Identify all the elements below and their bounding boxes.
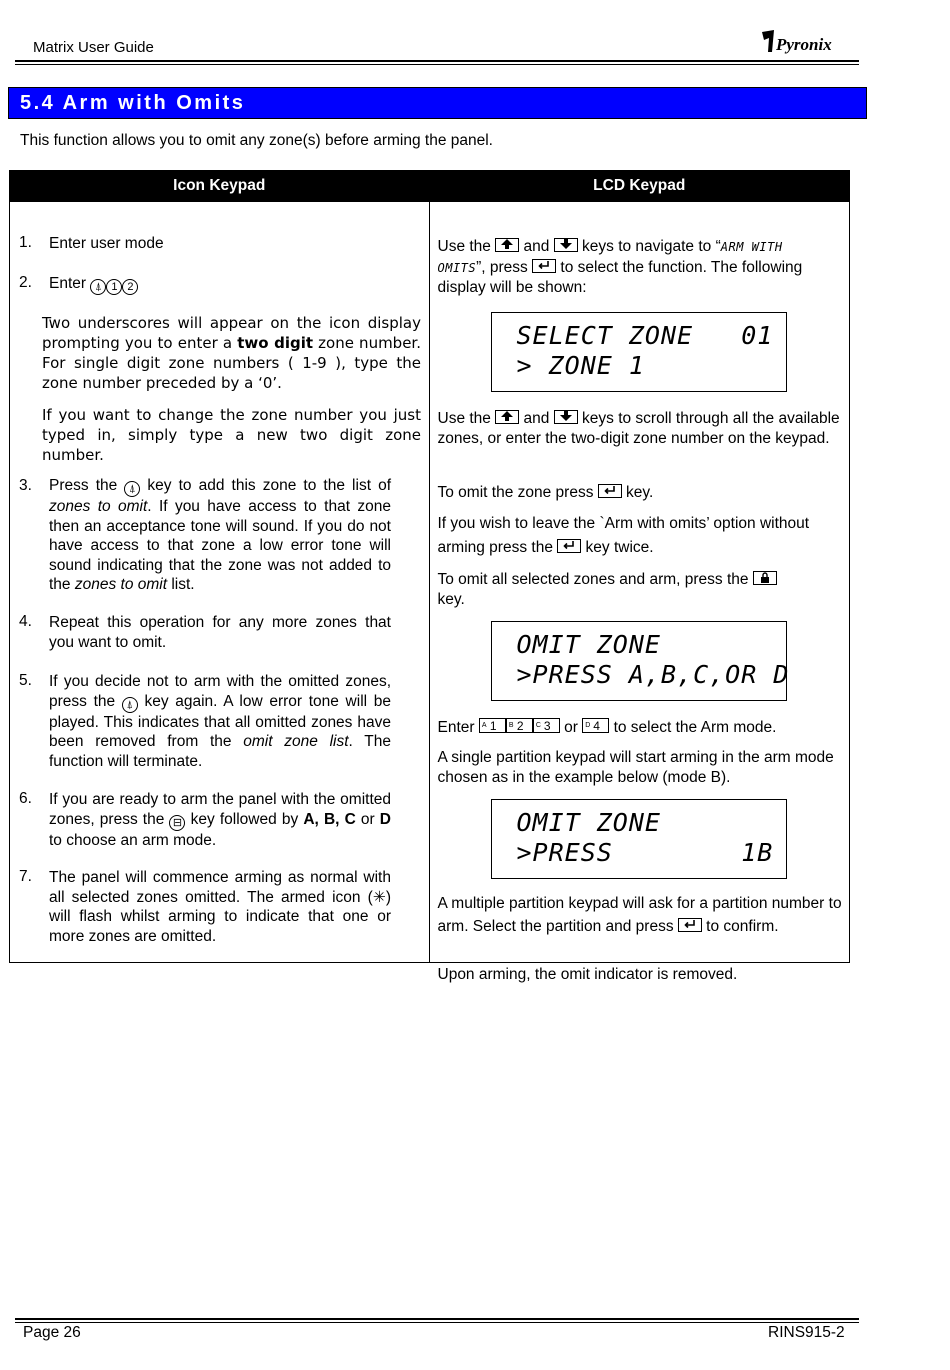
armed-icon: ✳	[372, 888, 386, 906]
step-6-text: If you are ready to arm the panel with the omitted zones, press the ⊟ key followed by A, B, C or D to choose an arm mode.	[49, 791, 391, 849]
lcd-para-3: To omit the zone press key.	[437, 484, 654, 501]
section-banner	[8, 87, 867, 119]
lcd-para-9: Upon arming, the omit indicator is removed.	[437, 966, 738, 983]
step-number: 1.	[19, 234, 32, 251]
lcd-display-omit-zone-1b	[491, 799, 787, 879]
up-arrow-key-icon	[495, 238, 519, 252]
enter-key-icon	[557, 539, 581, 553]
header-rule	[15, 60, 859, 62]
icon-keypad-column	[10, 202, 430, 963]
lcd-display-omit-zone	[491, 621, 790, 701]
key-d4-icon: D 4	[582, 718, 609, 733]
omit-key-icon: ⍋	[90, 279, 106, 295]
header-rule-thin	[15, 64, 859, 65]
step-3-text: Press the ⍋ key to add this zone to the list of zones to omit. If you have access to that zone then an acceptance tone will sound. If you do not have access to that zone a low error tone will sound indicating that the zone was not added to the zones to omit list.	[49, 477, 391, 593]
enter-key-icon	[598, 484, 622, 498]
lock-key-icon	[753, 571, 777, 585]
step-1-text: Enter user mode	[49, 235, 164, 252]
lcd-para-6: Enter A 1 B 2 C 3 or D 4 to select the Arm mode.	[437, 719, 777, 736]
lcd-para-8: A multiple partition keypad will ask for a partition number to arm. Select the partition and press to confirm.	[437, 895, 842, 935]
lcd-para-2: Use the and keys to scroll through all the available zones, or enter the two-digit zone number on the keypad.	[437, 410, 840, 447]
intro-text: This function allows you to omit any zone(s) before arming the panel.	[20, 132, 493, 149]
key-2-icon: 2	[122, 279, 138, 295]
step-number: 2.	[19, 274, 32, 291]
key-1-icon: 1	[106, 279, 122, 295]
key-b2-icon: B 2	[506, 718, 533, 733]
step-number: 4.	[19, 613, 32, 630]
lcd-line-2: >PRESS 1B	[516, 838, 774, 867]
enter-key-icon	[532, 259, 556, 273]
lcd-line-1: OMIT ZONE	[516, 808, 661, 837]
lcd-para-1: Use the and keys to navigate to “ARM WITH OMITS”, press to select the function. The following display will be shown:	[437, 238, 803, 296]
col-header-lcd-keypad: LCD Keypad	[429, 171, 850, 202]
footer-rule	[15, 1318, 859, 1320]
instructions-table	[9, 170, 850, 983]
svg-text:Pyronix: Pyronix	[776, 35, 832, 54]
page-number: Page 26	[23, 1324, 81, 1341]
step-5-text: If you decide not to arm with the omitted zones, press the ⍋ key again. A low error tone will be played. This indicates that all omitted zones have been removed from the omit zone list. The function will terminate.	[49, 673, 392, 770]
lcd-line-2: > ZONE 1	[516, 351, 645, 380]
key-a1-icon: A 1	[479, 718, 506, 733]
lcd-para-5: To omit all selected zones and arm, press the key.	[438, 570, 843, 609]
step-number: 6.	[19, 790, 32, 807]
lcd-line-2: >PRESS A,B,C,OR D	[516, 660, 790, 689]
step-4-text: Repeat this operation for any more zones that you want to omit.	[49, 614, 391, 651]
lcd-para-4: If you wish to leave the `Arm with omits’ option without arming press the key twice.	[437, 515, 810, 556]
step-2-text: Enter	[49, 275, 87, 292]
lcd-para-7: A single partition keypad will start arming in the arm mode chosen as in the example below (mode B).	[437, 749, 834, 786]
omit-key-icon: ⍋	[122, 697, 138, 713]
lcd-line-1: SELECT ZONE 01	[516, 321, 774, 350]
step-7-text: The panel will commence arming as normal with all selected zones omitted. The armed icon (✳) will flash whilst arming to indicate that one or more zones are omitted.	[49, 869, 391, 945]
change-zone-paragraph: If you want to change the zone number you just typed in, simply type a new two digit zone number.	[42, 406, 421, 464]
step-number: 5.	[19, 672, 32, 689]
col-header-icon-keypad: Icon Keypad	[10, 171, 430, 202]
two-digit-paragraph: Two underscores will appear on the icon display prompting you to enter a two digit zone number. For single digit zone numbers ( 1-9 ), type the zone number preceded by a ‘0’.	[42, 314, 421, 392]
omit-key-icon: ⍋	[124, 481, 140, 497]
lcd-display-select-zone	[491, 312, 787, 392]
step-2-line	[49, 274, 138, 295]
footer-rule-thin	[15, 1322, 859, 1323]
document-header-title: Matrix User Guide	[33, 39, 154, 56]
step-number: 7.	[19, 868, 32, 885]
up-arrow-key-icon	[495, 410, 519, 424]
step-number: 3.	[19, 477, 32, 494]
down-arrow-key-icon	[554, 238, 578, 252]
lock-key-icon: ⊟	[169, 815, 185, 831]
pyronix-logo	[760, 28, 842, 56]
lcd-keypad-column	[429, 202, 850, 983]
document-code: RINS915-2	[768, 1324, 845, 1341]
down-arrow-key-icon	[554, 410, 578, 424]
lcd-line-1: OMIT ZONE	[516, 630, 661, 659]
key-c3-icon: C 3	[533, 718, 560, 733]
section-title: 5.4 Arm with Omits	[20, 92, 246, 114]
enter-key-icon	[678, 918, 702, 932]
